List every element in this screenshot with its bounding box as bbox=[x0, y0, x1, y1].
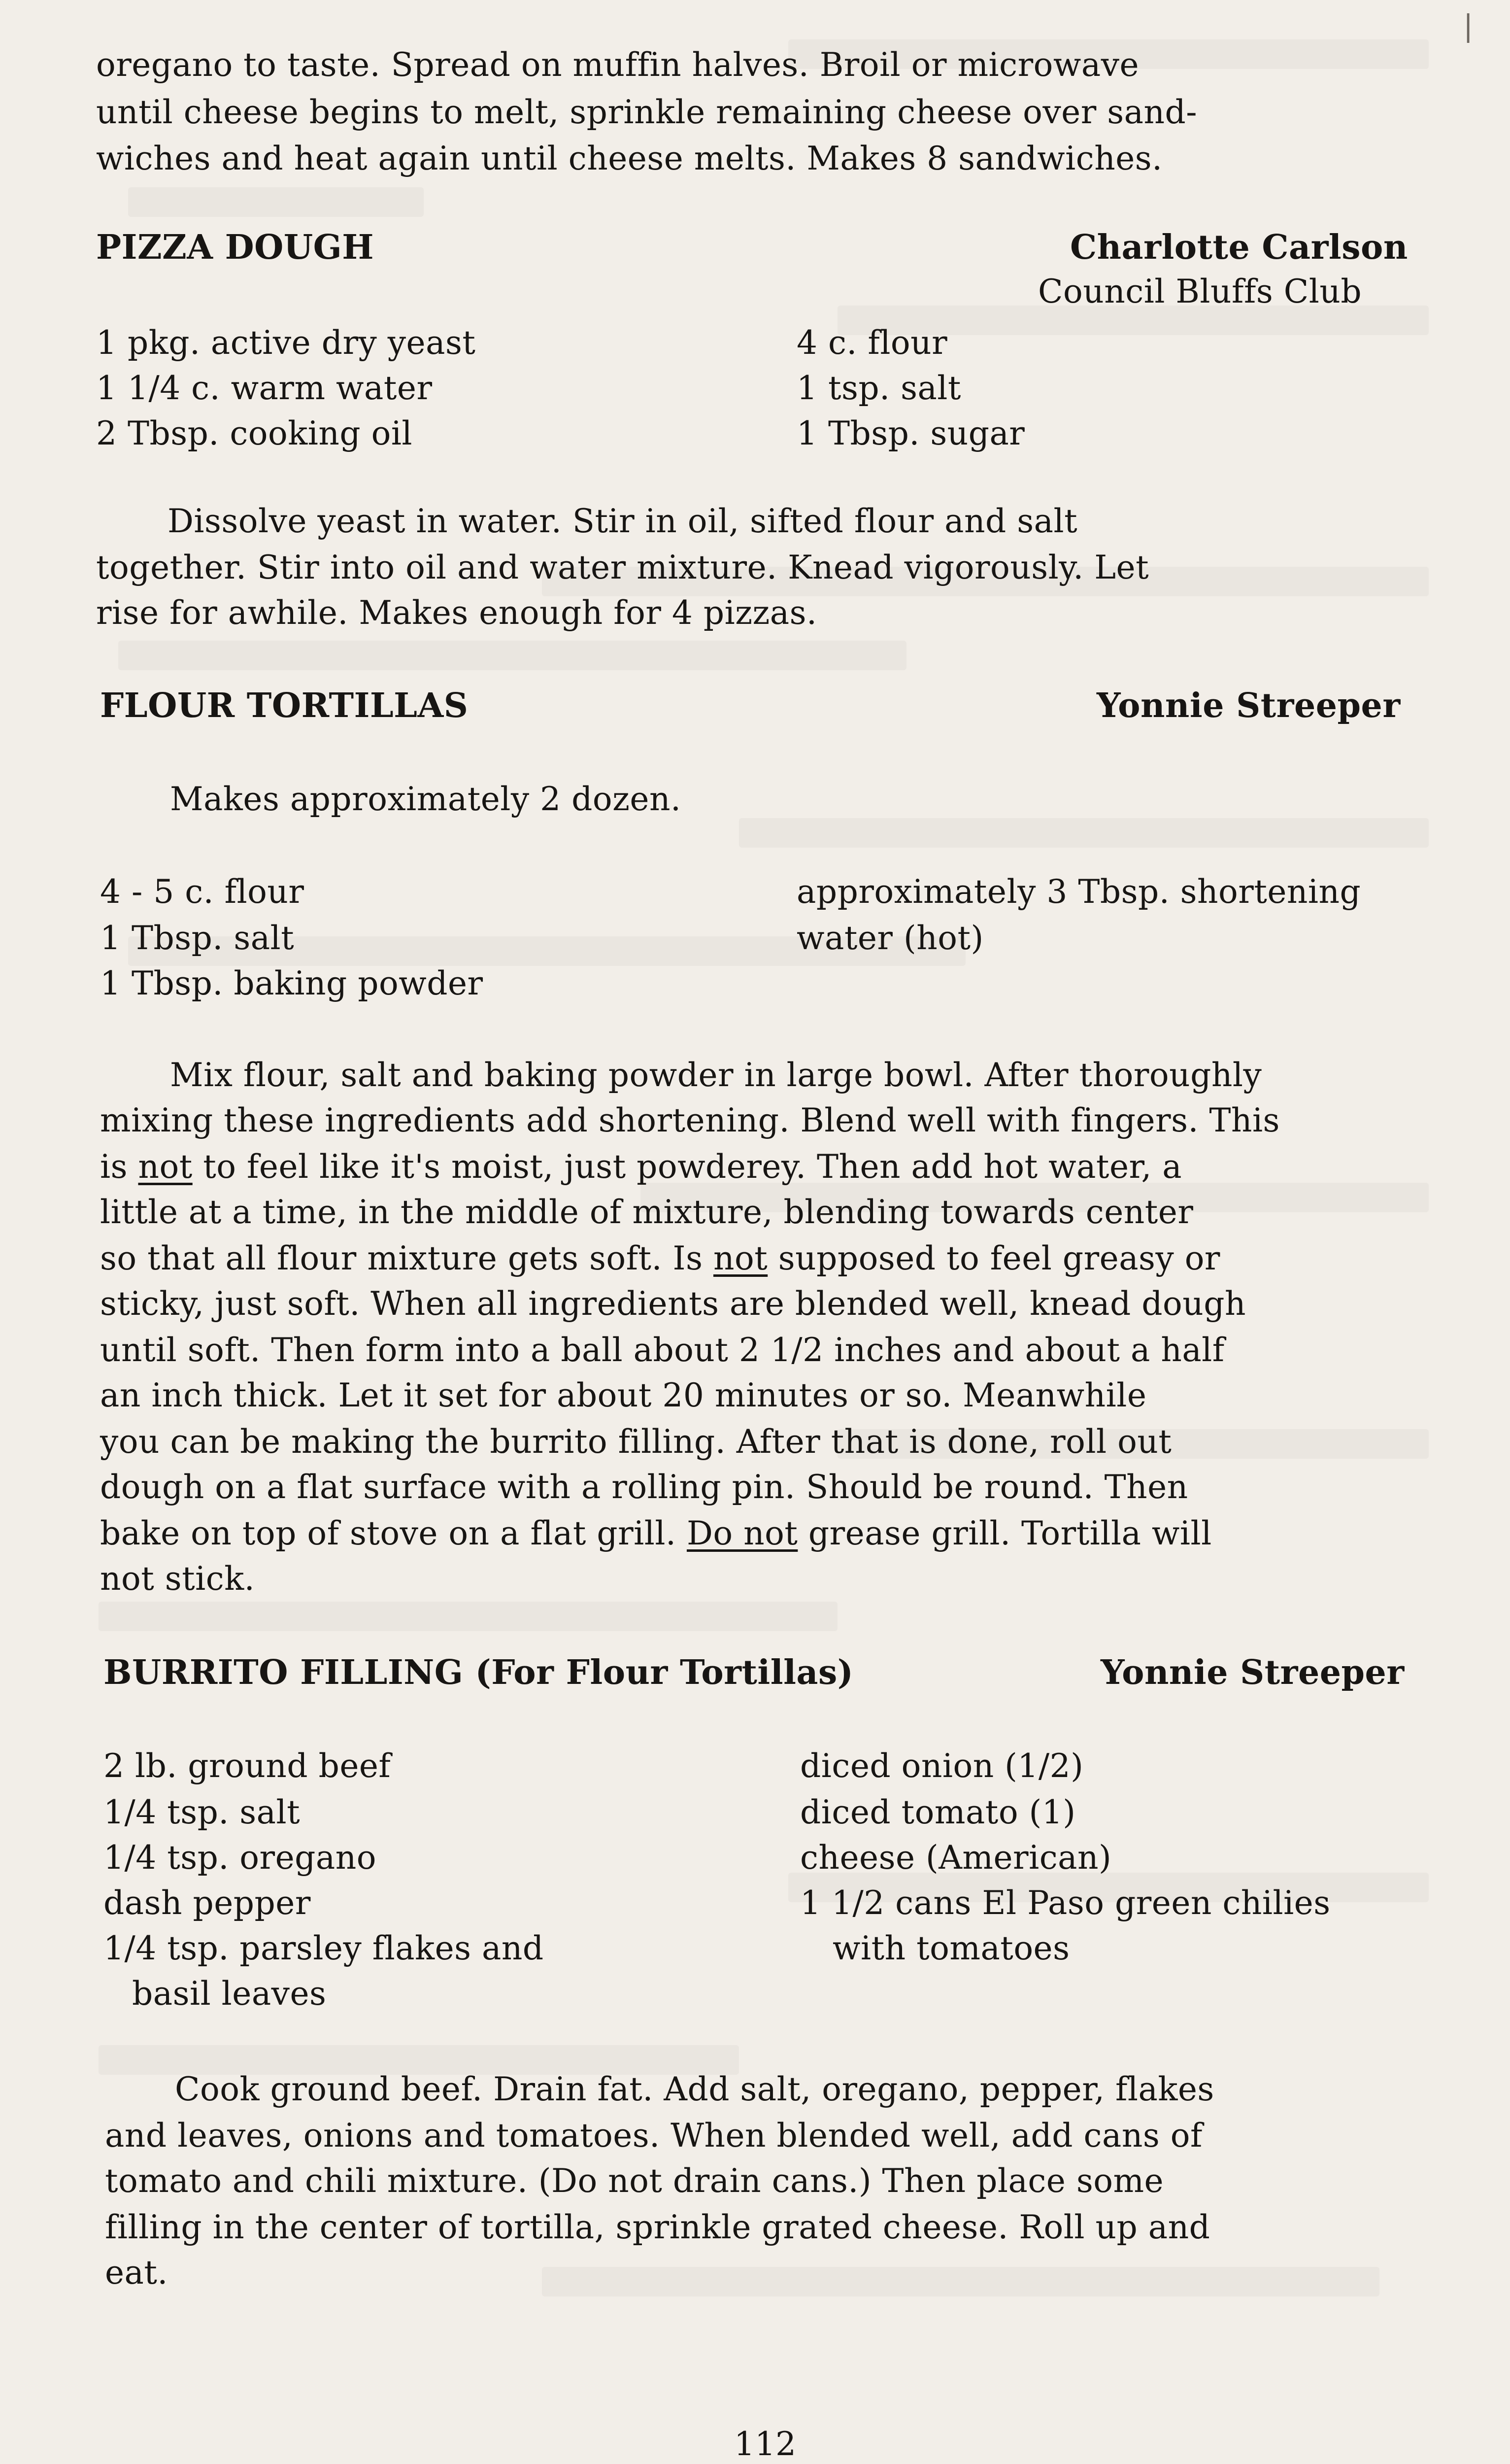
recipe-title: PIZZA DOUGH bbox=[96, 228, 374, 267]
direction-line: tomato and chili mixture. (Do not drain cans.) Then place some bbox=[105, 2162, 1164, 2200]
direction-line: rise for awhile. Makes enough for 4 pizzas. bbox=[96, 594, 817, 632]
ingredient: 1 pkg. active dry yeast bbox=[96, 324, 476, 362]
direction-line: and leaves, onions and tomatoes. When blended well, add cans of bbox=[105, 2117, 1203, 2155]
direction-line: filling in the center of tortilla, sprinkle grated cheese. Roll up and bbox=[105, 2208, 1210, 2246]
ingredient: 1/4 tsp. salt bbox=[103, 1793, 301, 1831]
ingredient: 1 Tbsp. baking powder bbox=[100, 964, 483, 1002]
direction-line: sticky, just soft. When all ingredients are blended well, knead dough bbox=[100, 1285, 1246, 1323]
recipe-club: Council Bluffs Club bbox=[1038, 273, 1362, 310]
recipe-author: Yonnie Streeper bbox=[1101, 1653, 1405, 1692]
edge-mark: | bbox=[1463, 9, 1474, 43]
ingredient: 1 Tbsp. salt bbox=[100, 919, 295, 957]
direction-line: Mix flour, salt and baking powder in large bowl. After thoroughly bbox=[170, 1056, 1262, 1094]
ingredient: 1 Tbsp. sugar bbox=[797, 414, 1025, 452]
direction-line: mixing these ingredients add shortening. Blend well with fingers. This bbox=[100, 1101, 1280, 1139]
intro-line: until cheese begins to melt, sprinkle remaining cheese over sand- bbox=[96, 93, 1198, 131]
direction-line: is not to feel like it's moist, just powderey. Then add hot water, a bbox=[100, 1148, 1182, 1186]
ingredient: cheese (American) bbox=[800, 1839, 1112, 1877]
ingredient: 2 Tbsp. cooking oil bbox=[96, 414, 413, 452]
direction-line: together. Stir into oil and water mixture. Knead vigorously. Let bbox=[96, 548, 1149, 586]
ingredient: 1 1/4 c. warm water bbox=[96, 369, 433, 407]
ingredient: approximately 3 Tbsp. shortening bbox=[797, 873, 1361, 911]
direction-line: dough on a flat surface with a rolling pin. Should be round. Then bbox=[100, 1468, 1188, 1506]
ingredient: 1 tsp. salt bbox=[797, 369, 961, 407]
intro-line: wiches and heat again until cheese melts. Makes 8 sandwiches. bbox=[96, 139, 1163, 177]
direction-line: so that all flour mixture gets soft. Is not supposed to feel greasy or bbox=[100, 1239, 1220, 1277]
ingredient: basil leaves bbox=[132, 1975, 327, 2013]
ingredient: diced tomato (1) bbox=[800, 1793, 1076, 1831]
direction-line: bake on top of stove on a flat grill. Do not grease grill. Tortilla will bbox=[100, 1514, 1212, 1552]
ingredient: 1/4 tsp. parsley flakes and bbox=[103, 1929, 544, 1967]
direction-line: Dissolve yeast in water. Stir in oil, sifted flour and salt bbox=[168, 502, 1078, 540]
recipe-title: FLOUR TORTILLAS bbox=[100, 686, 469, 725]
recipe-author: Yonnie Streeper bbox=[1097, 686, 1401, 725]
recipe-yield: Makes approximately 2 dozen. bbox=[170, 780, 681, 818]
direction-line: not stick. bbox=[100, 1560, 255, 1598]
direction-line: you can be making the burrito filling. After that is done, roll out bbox=[100, 1423, 1172, 1461]
page-number: 112 bbox=[734, 2425, 796, 2463]
ingredient: dash pepper bbox=[103, 1884, 311, 1922]
direction-line: eat. bbox=[105, 2254, 168, 2292]
ingredient: water (hot) bbox=[797, 919, 984, 957]
direction-line: until soft. Then form into a ball about 2 1/2 inches and about a half bbox=[100, 1331, 1225, 1369]
direction-line: Cook ground beef. Drain fat. Add salt, oregano, pepper, flakes bbox=[175, 2070, 1214, 2108]
recipe-title: BURRITO FILLING (For Flour Tortillas) bbox=[103, 1653, 854, 1692]
ingredient: 1 1/2 cans El Paso green chilies bbox=[800, 1884, 1331, 1922]
ingredient: 1/4 tsp. oregano bbox=[103, 1839, 376, 1877]
recipe-author: Charlotte Carlson bbox=[1070, 228, 1408, 267]
ingredient: diced onion (1/2) bbox=[800, 1747, 1084, 1785]
ingredient: 4 - 5 c. flour bbox=[100, 873, 304, 911]
ingredient: 2 lb. ground beef bbox=[103, 1747, 391, 1785]
direction-line: an inch thick. Let it set for about 20 minutes or so. Meanwhile bbox=[100, 1376, 1147, 1414]
direction-line: little at a time, in the middle of mixture, blending towards center bbox=[100, 1193, 1194, 1231]
ingredient: 4 c. flour bbox=[797, 324, 948, 362]
intro-line: oregano to taste. Spread on muffin halves. Broil or microwave bbox=[96, 46, 1140, 84]
ingredient: with tomatoes bbox=[833, 1929, 1070, 1967]
